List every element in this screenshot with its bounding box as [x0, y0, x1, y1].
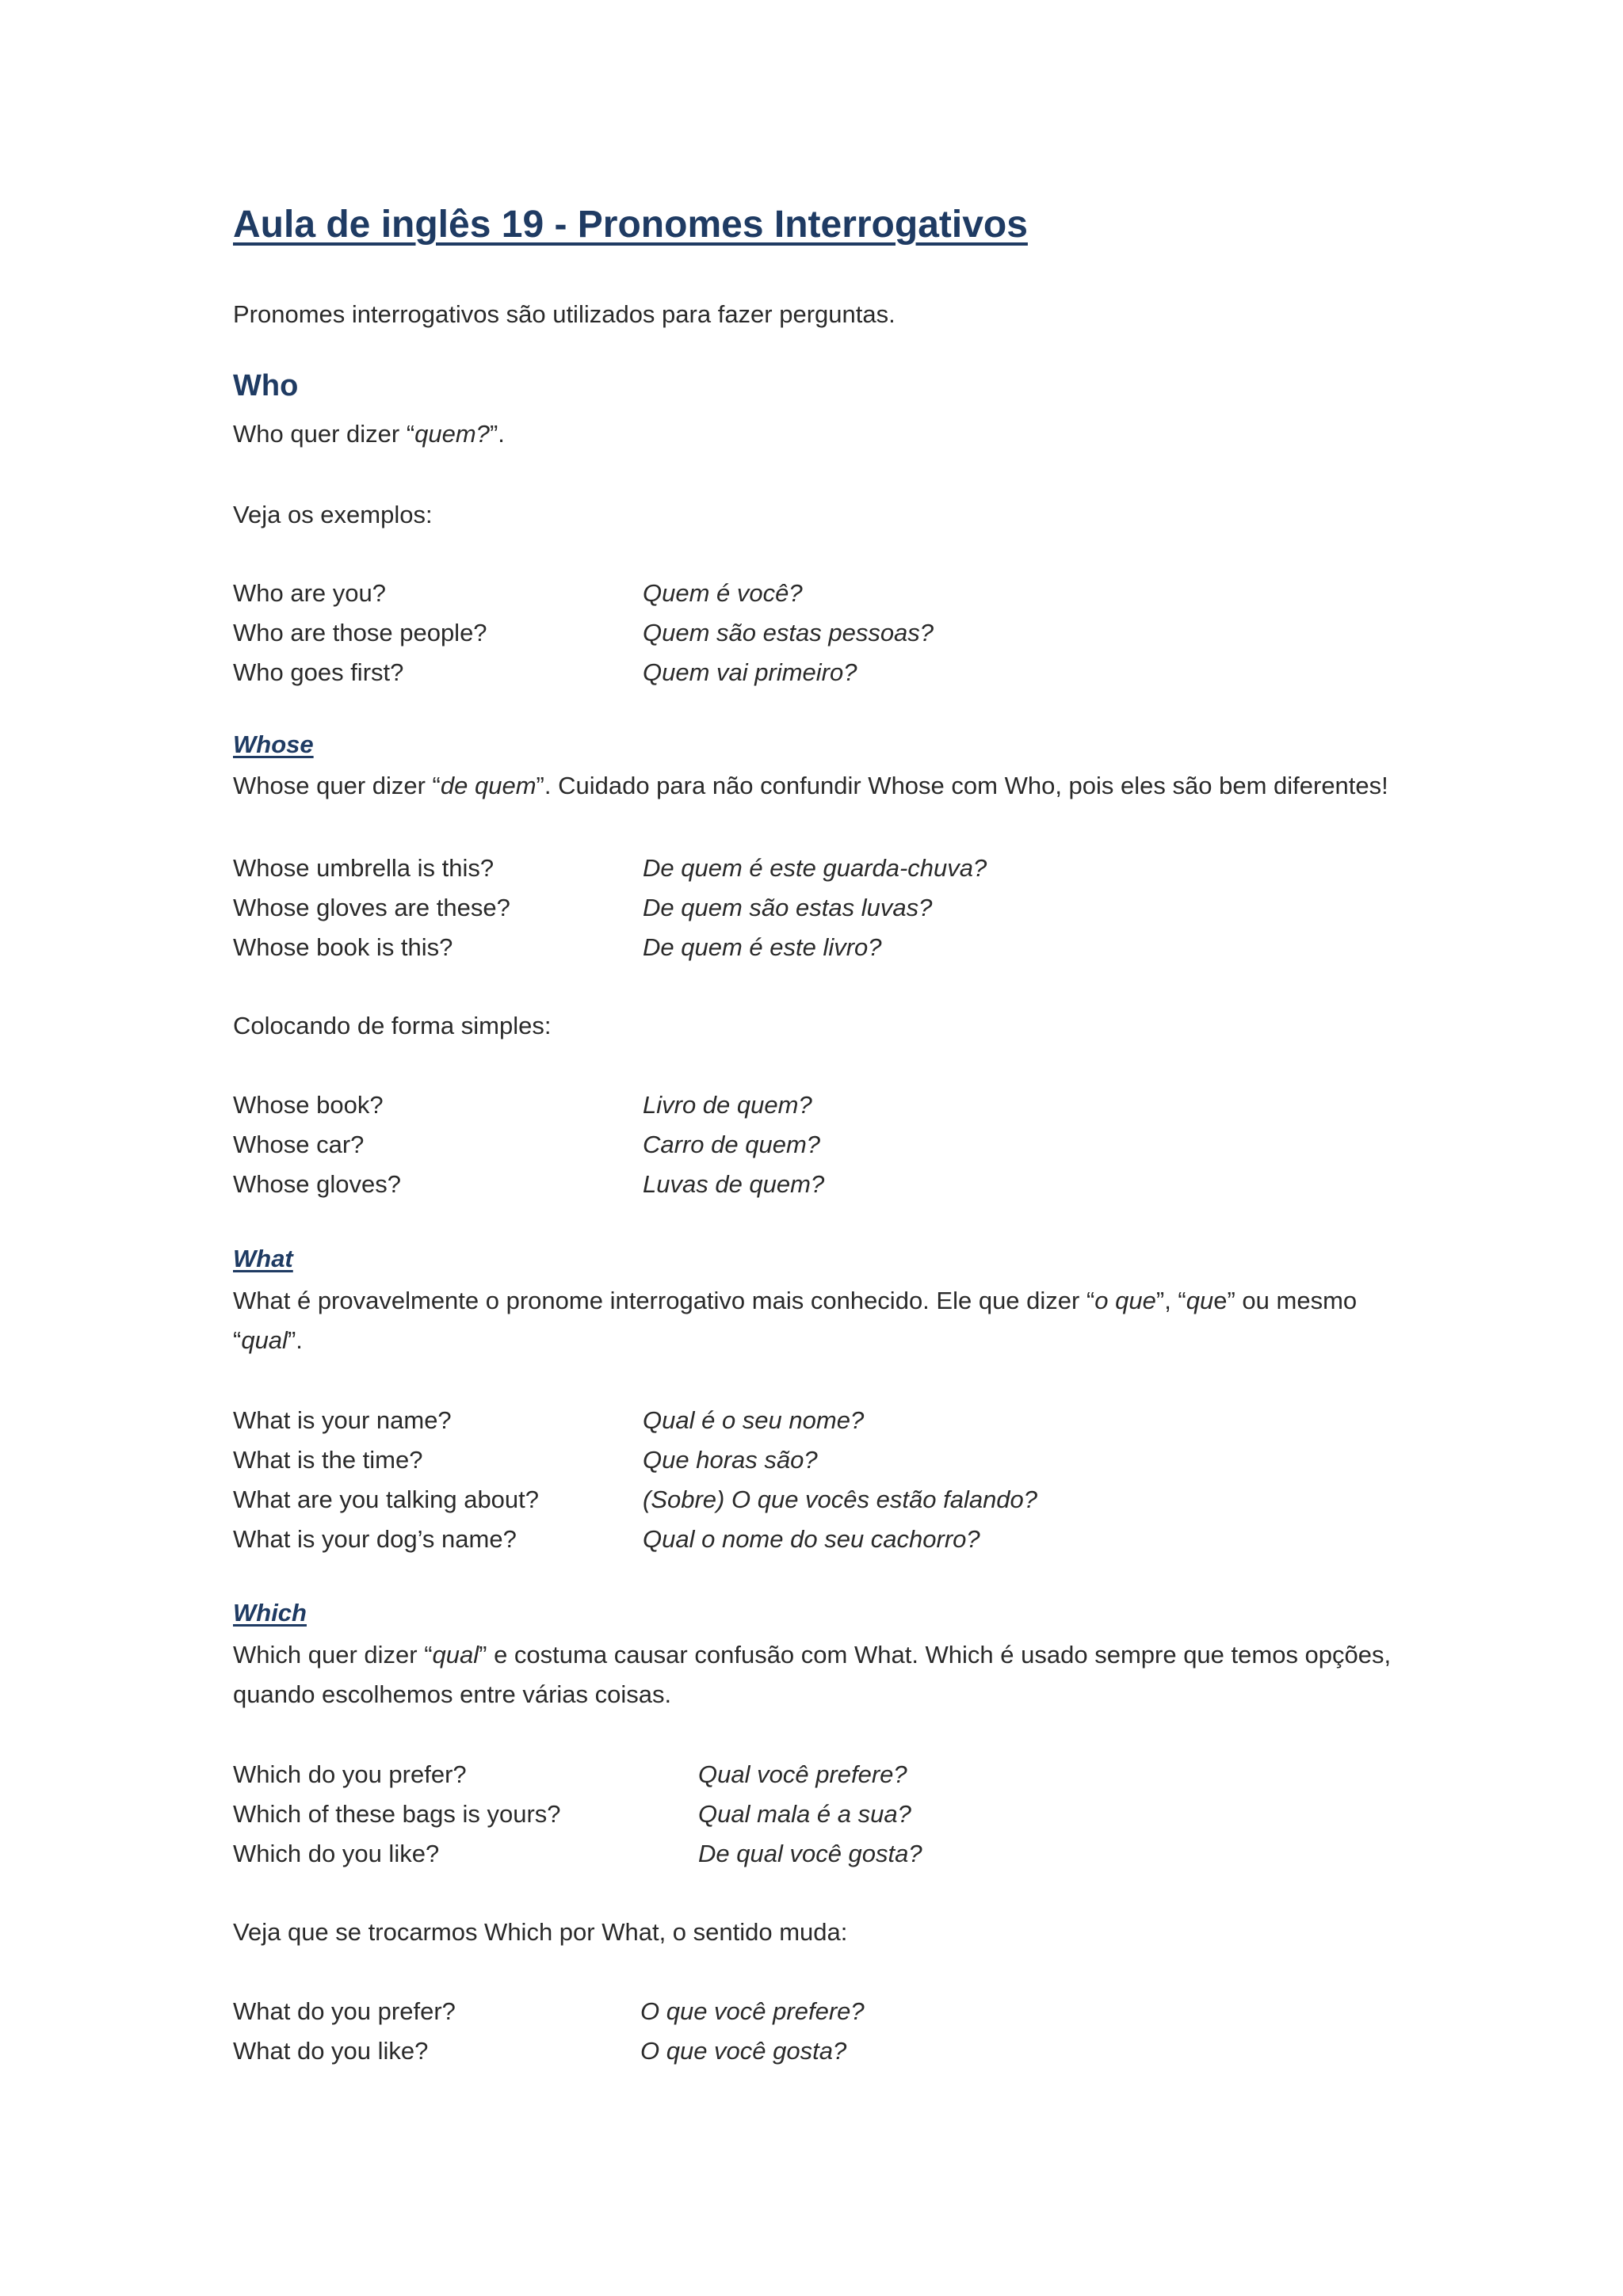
example-portuguese: O que você gosta? — [640, 2037, 847, 2065]
example-portuguese: Livro de quem? — [643, 1091, 812, 1119]
example-portuguese: Qual o nome do seu cachorro? — [643, 1525, 980, 1553]
example-english: What do you prefer? — [233, 1997, 456, 2025]
example-english: Whose book is this? — [233, 933, 453, 961]
example-english: Whose gloves? — [233, 1170, 401, 1198]
who-definition: Who quer dizer “quem?”. — [233, 420, 505, 448]
which-swap-intro: Veja que se trocarmos Which por What, o sentido muda: — [233, 1918, 848, 1946]
whose-definition: Whose quer dizer “de quem”. Cuidado para não confundir Whose com Who, pois eles são bem diferentes! — [233, 772, 1388, 799]
example-portuguese: Que horas são? — [643, 1446, 818, 1474]
section-heading-which: Which — [233, 1599, 307, 1627]
example-portuguese: Quem é você? — [643, 579, 803, 607]
example-portuguese: Carro de quem? — [643, 1131, 821, 1158]
example-english: What are you talking about? — [233, 1486, 540, 1513]
example-portuguese: De qual você gosta? — [698, 1840, 922, 1867]
example-portuguese: Qual é o seu nome? — [643, 1406, 865, 1434]
example-english: Who are you? — [233, 579, 386, 607]
section-heading-what: What — [233, 1245, 293, 1272]
example-english: Whose car? — [233, 1131, 365, 1158]
example-portuguese: De quem é este livro? — [643, 933, 882, 961]
example-portuguese: Qual você prefere? — [698, 1760, 907, 1788]
example-portuguese: Quem vai primeiro? — [643, 658, 857, 686]
intro-paragraph: Pronomes interrogativos são utilizados para fazer perguntas. — [233, 300, 896, 328]
example-english: Which of these bags is yours? — [233, 1800, 561, 1828]
section-heading-whose: Whose — [233, 730, 314, 758]
example-english: Which do you like? — [233, 1840, 440, 1867]
example-english: What is your dog’s name? — [233, 1525, 517, 1553]
example-portuguese: De quem é este guarda-chuva? — [643, 854, 987, 882]
example-english: Whose gloves are these? — [233, 894, 510, 921]
example-portuguese: O que você prefere? — [640, 1997, 865, 2025]
which-definition: Which quer dizer “qual” e costuma causar confusão com What. Which é usado sempre que temos opções, quando escolhemos entre várias coisas. — [233, 1641, 1392, 1708]
page-title: Aula de inglês 19 - Pronomes Interrogativos — [233, 204, 1028, 246]
example-portuguese: (Sobre) O que vocês estão falando? — [643, 1486, 1038, 1513]
example-english: Whose umbrella is this? — [233, 854, 495, 882]
example-portuguese: Qual mala é a sua? — [698, 1800, 911, 1828]
what-definition: What é provavelmente o pronome interrogativo mais conhecido. Ele que dizer “o que”, “que” ou mesmo “qual”. — [233, 1287, 1358, 1354]
example-english: What do you like? — [233, 2037, 429, 2065]
section-heading-who: Who — [233, 369, 299, 402]
who-see-examples: Veja os exemplos: — [233, 501, 433, 528]
whose-simple-intro: Colocando de forma simples: — [233, 1012, 552, 1039]
example-english: What is your name? — [233, 1406, 452, 1434]
example-english: Who goes first? — [233, 658, 404, 686]
example-english: What is the time? — [233, 1446, 423, 1474]
example-portuguese: Quem são estas pessoas? — [643, 619, 934, 646]
example-portuguese: Luvas de quem? — [643, 1170, 825, 1198]
example-english: Who are those people? — [233, 619, 487, 646]
example-english: Which do you prefer? — [233, 1760, 467, 1788]
example-portuguese: De quem são estas luvas? — [643, 894, 933, 921]
example-english: Whose book? — [233, 1091, 384, 1119]
